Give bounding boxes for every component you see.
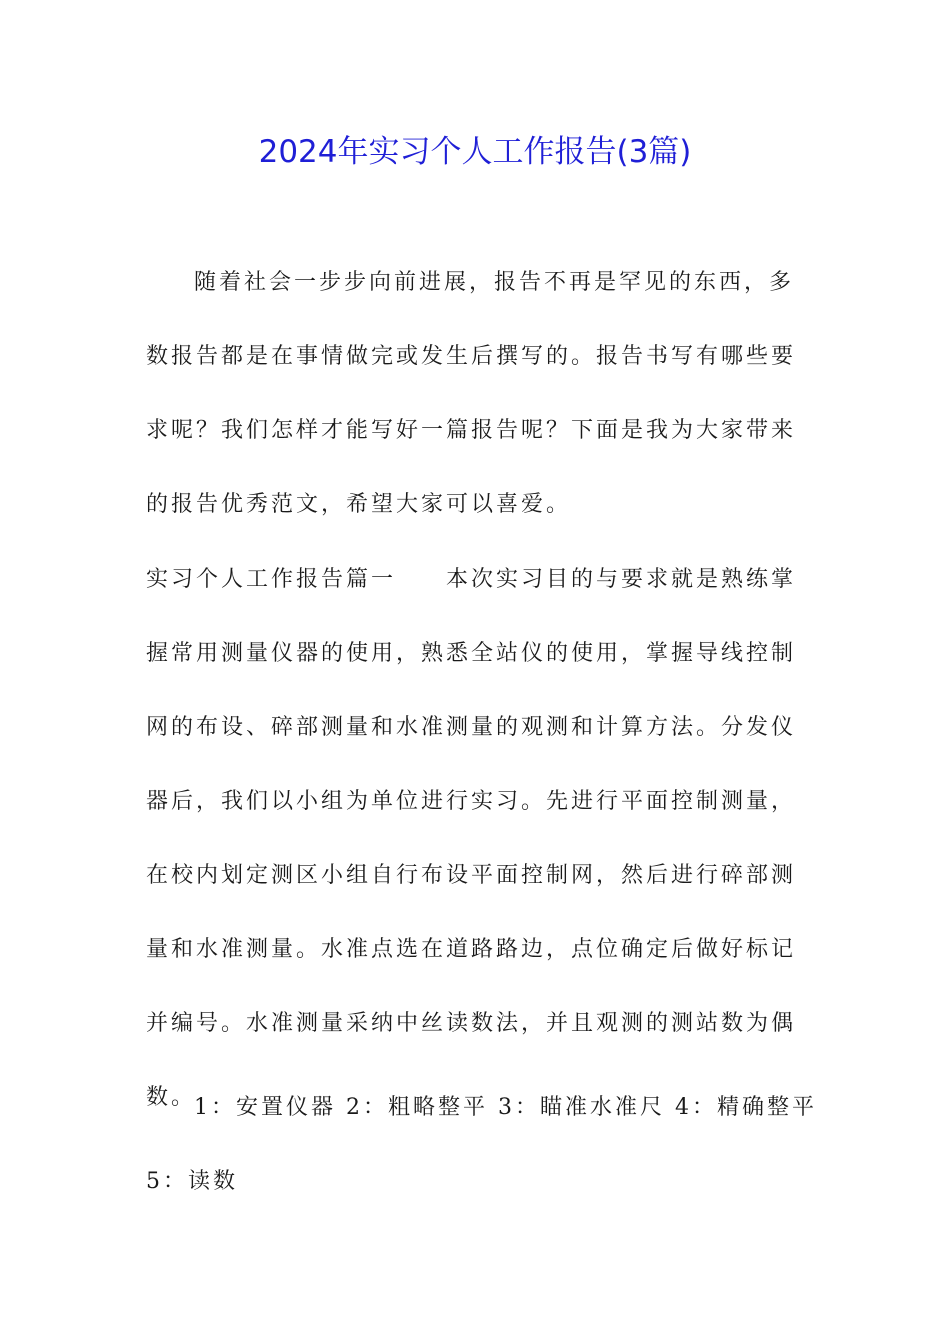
steps-paragraph: 1：安置仪器 2：粗略整平 3：瞄准水准尺 4：精确整平 5：读数 [146,1095,827,1194]
intro-paragraph: 随着社会一步步向前进展，报告不再是罕见的东西，多数报告都是在事情做完或发生后撰写的。报告书写有哪些要求呢？我们怎样才能写好一篇报告呢？下面是我为大家带来的报告优秀范文，希望大家可以喜爱。 [146,270,797,517]
section-one-paragraph: 实习个人工作报告篇一 本次实习目的与要求就是熟练掌握常用测量仪器的使用，熟悉全站仪的使用，掌握导线控制网的布设、碎部测量和水准测量的观测和计算方法。分发仪器后，我们以小组为单位进行实习。先进行平面控制测量，在校内划定测区小组自行布设平面控制网，然后进行碎部测量和水准测量。水准点选在道路路边，点位确定后做好标记并编号。水准测量采纳中丝读数法，并且观测的测站数为偶数。 [146,567,797,1110]
document-title: 2024年实习个人工作报告(3篇) [258,134,692,170]
